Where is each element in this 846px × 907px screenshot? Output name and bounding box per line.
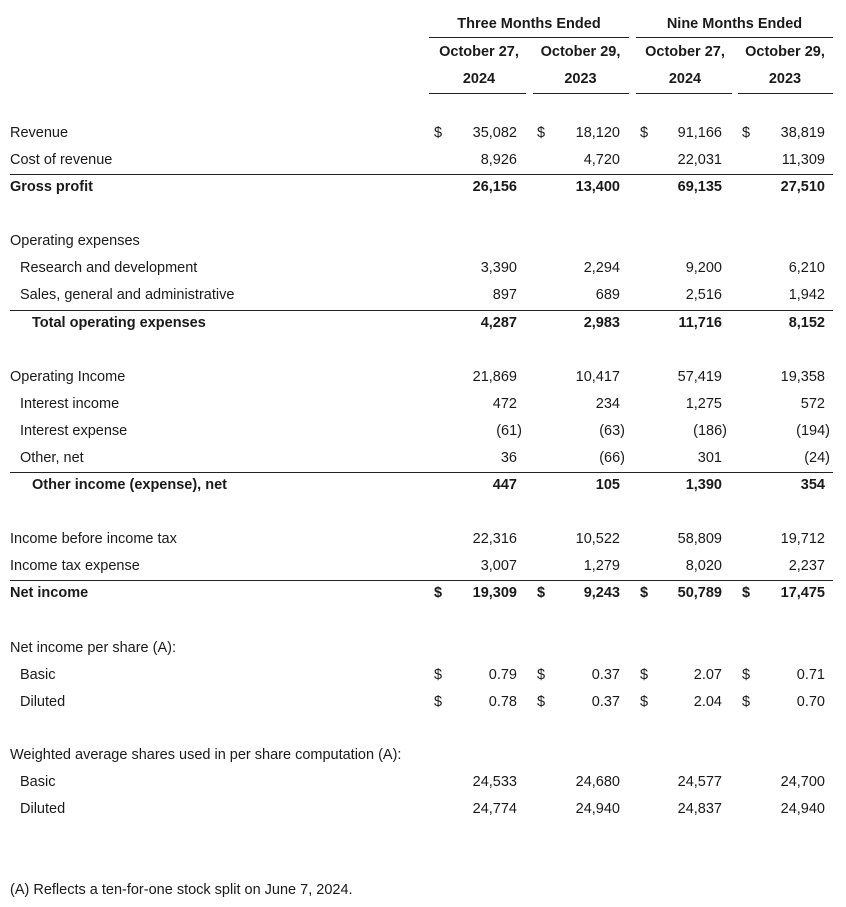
cell-value: 354 xyxy=(800,477,825,493)
column-header-2-line2: 2023 xyxy=(564,71,597,87)
cell-value: 6,210 xyxy=(788,260,825,276)
cell-value: (61) xyxy=(496,423,522,439)
cell-value: 472 xyxy=(492,396,517,412)
cell-value: 2.07 xyxy=(693,667,722,683)
table-row xyxy=(0,364,846,391)
cell-value: 24,774 xyxy=(472,801,517,817)
cell-value: 10,417 xyxy=(575,369,620,385)
cell-value: 22,316 xyxy=(472,531,517,547)
cell-value: 1,390 xyxy=(685,477,722,493)
table-row xyxy=(0,635,846,662)
cell-value: (186) xyxy=(693,423,727,439)
row-label: Net income per share (A): xyxy=(10,640,177,656)
table-row xyxy=(0,662,846,689)
cell-value: 69,135 xyxy=(677,179,722,195)
cell-value: 35,082 xyxy=(472,125,517,141)
currency-symbol: $ xyxy=(537,585,546,601)
row-label: Other income (expense), net xyxy=(32,477,227,493)
row-label: Income tax expense xyxy=(10,558,140,574)
row-label: Income before income tax xyxy=(10,531,177,547)
cell-value: 27,510 xyxy=(780,179,825,195)
column-header-1-line2: 2024 xyxy=(462,71,496,87)
cell-value: 24,940 xyxy=(575,801,620,817)
cell-value: 572 xyxy=(800,396,825,412)
cell-value: 2,294 xyxy=(583,260,620,276)
cell-value: 0.78 xyxy=(488,694,517,710)
cell-value: 2.04 xyxy=(693,694,722,710)
cell-value: 18,120 xyxy=(575,125,620,141)
currency-symbol: $ xyxy=(640,125,649,141)
row-label: Weighted average shares used in per share computation (A): xyxy=(10,747,402,763)
cell-value: 301 xyxy=(697,450,722,466)
table-row xyxy=(0,472,846,499)
table-row xyxy=(0,391,846,418)
table-row xyxy=(0,689,846,716)
currency-symbol: $ xyxy=(742,125,751,141)
group-header-three-months: Three Months Ended xyxy=(457,16,601,32)
column-header-3-line1: October 27, xyxy=(645,44,725,60)
table-row xyxy=(0,553,846,580)
cell-value: 10,522 xyxy=(575,531,620,547)
cell-value: 24,700 xyxy=(780,774,825,790)
cell-value: 24,940 xyxy=(780,801,825,817)
currency-symbol: $ xyxy=(434,694,443,710)
row-label: Diluted xyxy=(20,694,66,710)
cell-value: 2,516 xyxy=(685,287,722,303)
row-label: Sales, general and administrative xyxy=(20,287,235,303)
cell-value: 24,680 xyxy=(575,774,620,790)
row-label: Basic xyxy=(20,774,56,790)
cell-value: 19,358 xyxy=(780,369,825,385)
table-row xyxy=(0,580,846,607)
row-label: Total operating expenses xyxy=(32,315,206,331)
cell-value: 2,983 xyxy=(583,315,620,331)
cell-value: (194) xyxy=(796,423,830,439)
column-underline-3 xyxy=(636,93,732,94)
cell-value: 0.79 xyxy=(488,667,517,683)
cell-value: 24,533 xyxy=(472,774,517,790)
column-underline-4 xyxy=(738,93,833,94)
rule-above-other-income-net xyxy=(10,472,833,473)
table-row xyxy=(0,228,846,255)
cell-value: 105 xyxy=(595,477,620,493)
cell-value: 897 xyxy=(492,287,517,303)
currency-symbol: $ xyxy=(640,667,649,683)
currency-symbol: $ xyxy=(434,125,443,141)
currency-symbol: $ xyxy=(742,585,751,601)
cell-value: (63) xyxy=(599,423,625,439)
cell-value: 0.37 xyxy=(591,694,620,710)
cell-value: 4,720 xyxy=(583,152,620,168)
row-label: Net income xyxy=(10,585,89,601)
column-header-3-line2: 2024 xyxy=(668,71,702,87)
row-label: Revenue xyxy=(10,125,69,141)
table-row xyxy=(0,120,846,147)
cell-value: 11,716 xyxy=(678,315,722,331)
cell-value: 11,309 xyxy=(781,152,825,168)
column-header-4-line2: 2023 xyxy=(768,71,802,87)
cell-value: 19,712 xyxy=(780,531,825,547)
cell-value: 689 xyxy=(595,287,620,303)
row-label: Gross profit xyxy=(10,179,93,195)
group-underline-nine-months xyxy=(636,37,833,38)
cell-value: 38,819 xyxy=(780,125,825,141)
table-row xyxy=(0,282,846,309)
cell-value: 2,237 xyxy=(788,558,825,574)
cell-value: 9,200 xyxy=(685,260,722,276)
cell-value: 4,287 xyxy=(480,315,517,331)
cell-value: 1,942 xyxy=(788,287,825,303)
cell-value: 447 xyxy=(492,477,517,493)
cell-value: 13,400 xyxy=(575,179,620,195)
cell-value: 36 xyxy=(500,450,517,466)
column-header-1-line1: October 27, xyxy=(439,44,519,60)
cell-value: 22,031 xyxy=(677,152,722,168)
table-row xyxy=(0,445,846,472)
cell-value: 19,309 xyxy=(472,585,517,601)
cell-value: 3,390 xyxy=(480,260,517,276)
cell-value: 26,156 xyxy=(472,179,517,195)
cell-value: 21,869 xyxy=(472,369,517,385)
cell-value: 91,166 xyxy=(677,125,722,141)
cell-value: (66) xyxy=(599,450,625,466)
footnote: (A) Reflects a ten-for-one stock split on June 7, 2024. xyxy=(10,882,353,898)
row-label: Interest income xyxy=(20,396,120,412)
row-label: Diluted xyxy=(20,801,66,817)
currency-symbol: $ xyxy=(640,585,649,601)
cell-value: 3,007 xyxy=(480,558,517,574)
cell-value: 50,789 xyxy=(677,585,722,601)
table-row xyxy=(0,796,846,823)
rule-above-net-income xyxy=(10,580,833,581)
cell-value: 0.37 xyxy=(591,667,620,683)
rule-above-gross-profit xyxy=(10,174,833,175)
row-label: Cost of revenue xyxy=(10,152,113,168)
cell-value: 8,926 xyxy=(480,152,517,168)
cell-value: 58,809 xyxy=(677,531,722,547)
cell-value: 9,243 xyxy=(583,585,620,601)
currency-symbol: $ xyxy=(434,667,443,683)
row-label: Operating expenses xyxy=(10,233,140,249)
column-header-4-line1: October 29, xyxy=(745,44,825,60)
cell-value: 0.70 xyxy=(796,694,825,710)
row-label: Research and development xyxy=(20,260,198,276)
table-row xyxy=(0,526,846,553)
cell-value: 1,275 xyxy=(685,396,722,412)
currency-symbol: $ xyxy=(742,667,751,683)
group-underline-three-months xyxy=(429,37,629,38)
currency-symbol: $ xyxy=(640,694,649,710)
column-underline-2 xyxy=(533,93,629,94)
currency-symbol: $ xyxy=(434,585,443,601)
cell-value: 1,279 xyxy=(583,558,620,574)
cell-value: 234 xyxy=(595,396,620,412)
currency-symbol: $ xyxy=(537,694,546,710)
row-label: Interest expense xyxy=(20,423,128,439)
cell-value: 24,837 xyxy=(677,801,722,817)
table-row xyxy=(0,147,846,174)
currency-symbol: $ xyxy=(742,694,751,710)
column-header-2-line1: October 29, xyxy=(540,44,621,60)
cell-value: (24) xyxy=(804,450,830,466)
cell-value: 8,152 xyxy=(788,315,825,331)
table-row xyxy=(0,310,846,337)
row-label: Basic xyxy=(20,667,56,683)
cell-value: 8,020 xyxy=(685,558,722,574)
cell-value: 57,419 xyxy=(677,369,722,385)
table-row xyxy=(0,174,846,201)
cell-value: 24,577 xyxy=(677,774,722,790)
row-label: Operating Income xyxy=(10,369,126,385)
column-underline-1 xyxy=(429,93,526,94)
rule-above-total-operating-expenses xyxy=(10,310,833,311)
table-row xyxy=(0,418,846,445)
table-row xyxy=(0,255,846,282)
currency-symbol: $ xyxy=(537,125,546,141)
table-row xyxy=(0,769,846,796)
currency-symbol: $ xyxy=(537,667,546,683)
cell-value: 0.71 xyxy=(796,667,825,683)
group-header-nine-months: Nine Months Ended xyxy=(666,16,803,32)
table-row xyxy=(0,742,846,769)
cell-value: 17,475 xyxy=(780,585,825,601)
row-label: Other, net xyxy=(20,450,84,466)
